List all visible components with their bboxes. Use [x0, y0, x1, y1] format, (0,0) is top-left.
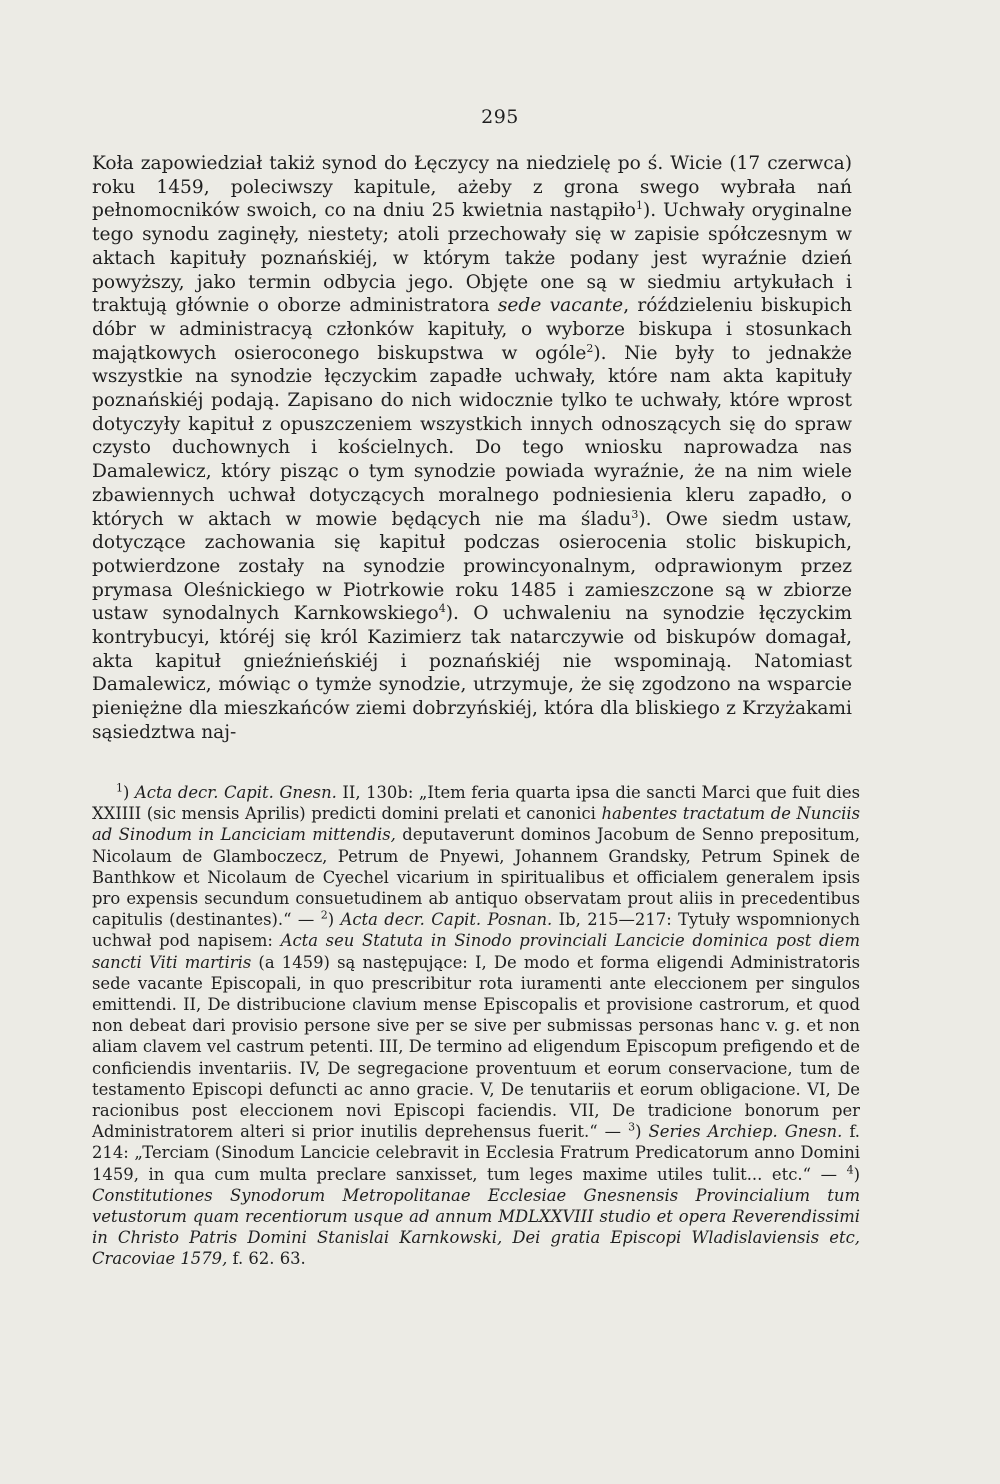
main-paragraph — [92, 152, 852, 745]
text-segment: ). O uchwaleniu na synodzie łęczyckim kontrybucyi, któréj się król Kazimierz tak natarczywie od biskupów domagał, akta kapituł gnieźnieńskiéj i poznańskiéj nie wspominają. Natomiast Damalewicz, mówiąc o tymże synodzie, utrzymuje, że się zgodzono na wsparcie pieniężne dla mieszkańców ziemi dobrzyńskiéj, która dla bliskiego z Krzyżakami sąsiedztwa naj- — [92, 603, 853, 743]
footnote-citation: Acta decr. Capit. Posnan. — [340, 910, 553, 930]
page-number: 295 — [481, 106, 519, 128]
footnote-marker-1: 1 — [116, 781, 123, 795]
footnote-ref-2: 2 — [586, 341, 594, 355]
footnote-text: II, 130b: „Item feria quarta ipsa die sancti Marci que fuit dies XXIIII (sic mensis Aprilis) predicti domini prelati et canonici — [92, 783, 860, 824]
footnote-ref-1: 1 — [635, 199, 643, 213]
footnote-text: (a 1459) są następujące: I, De modo et forma eligendi Administratoris sede vacante Episcopali, in quo prescribitur rota iuramenti ante eleccionem per singulos emittendi. II, De distribucione clavium mense Episcopalis et provisione castrorum, et quod non debeat dari provisio persone sive per se sive per submissas personas hanc v. g. et non aliam clavem vel castrum petenti. III, De termino ad eligendum Episcopum prefigendo et de conficiendis inventariis. IV, De segregacione proventuum et eorum conservacione, tum de testamento Episcopi defuncti ac anno gracie. V, De tenutariis et eorum obligacione. VI, De racionibus post eleccionem novi Episcopi faciendis. VII, De tradicione bonorum per Administratorem alteri si prior inutilis deprehensus fuerit.“ — — [92, 952, 860, 1142]
footnote-ref-3: 3 — [631, 507, 639, 521]
footnote-text: ) — [853, 1164, 860, 1184]
footnote-citation: Series Archiep. Gnesn. — [648, 1122, 843, 1142]
footnote-text: Ib, 215—217: Tytuły wspomnionych uchwał pod napisem: — [92, 910, 860, 951]
footnote-text: ) — [123, 783, 135, 802]
footnote-text: ) — [327, 910, 341, 930]
footnotes-block — [92, 782, 860, 1270]
footnote-text: ) — [635, 1122, 649, 1142]
footnote-citation: Constitutiones Synodorum Metropolitanae Ecclesiae Gnesnensis Provincialium tum vetustorum quam recentiorum usque ad annum MDLXXVIII studio et opera Reverendissimi in Christo Patris Domini Stanislai Karnkowski, Dei gratia Episcopi Wladislaviensis etc, Cracoviae 1579, — [92, 1185, 860, 1269]
footnote-marker-3: 3 — [628, 1120, 636, 1134]
footnote-ref-4: 4 — [438, 602, 446, 616]
footnote-text: f. 62. 63. — [227, 1249, 306, 1269]
footnote-marker-2: 2 — [320, 908, 328, 922]
text-segment: ). Nie były to jednakże wszystkie na synodzie łęczyckim zapadłe uchwały, które nam akta kapituły poznańskiéj podają. Zapisano do nich widocznie tylko te uchwały, które wprost dotyczyły kapituł z opuszczeniem wszystkich innych odnoszących się do spraw czysto duchownych i kościelnych. Do tego wniosku naprowadza nas Damalewicz, który pisząc o tym synodzie powiada wyraźnie, że na nim wiele zbawiennych uchwał dotyczących moralnego podniesienia kleru zapadło, o których w aktach w mowie będących nie ma śladu — [92, 342, 852, 530]
italic-term: sede vacante — [497, 295, 624, 317]
text-segment: , róździeleniu biskupich dóbr w administracyą członków kapituły, o wyborze biskupa i stosunkach majątkowych osieroconego biskupstwa w ogóle — [92, 295, 852, 364]
text-segment: ). Uchwały oryginalne tego synodu zaginęły, niestety; atoli przechowały się w zapisie spółczesnym w aktach kapituły poznańskiéj, w którym także podany jest wyraźnie dzień powyższy, jako termin odbycia jego. Objęte one są w siedmiu artykułach i traktują głównie o oborze administratora — [92, 200, 852, 317]
footnote-text: deputaverunt dominos Jacobum de Senno prepositum, Nicolaum de Glamboczecz, Petrum de Pnyewi, Johannem Grandsky, Petrum Spinek de Banthkow et Nicolaum de Cyechel vicarium in spiritualibus et officialem generalem ipsis pro expensis secundum consuetudinem ab antiquo observatam prout aliis in precedentibus capitulis (destinantes).“ — — [92, 825, 860, 930]
text-segment: Koła zapowiedział takiż synod do Łęczycy na niedzielę po ś. Wicie (17 czerwca) roku 1459, poleciwszy kapitule, ażeby z grona swego wybrała nań pełnomocników swoich, co na dniu 25 kwietnia nastąpiło — [92, 153, 852, 222]
footnote-text: f. 214: „Terciam (Sinodum Lancicie celebravit in Ecclesia Fratrum Predicatorum anno Domini 1459, in qua cum multa preclare sanxisset, tum leges maxime utiles tulit... etc.“ — — [92, 1122, 861, 1184]
footnote-citation: Acta decr. Capit. Gnesn. — [134, 783, 337, 802]
text-segment: ). Owe siedm ustaw, dotyczące zachowania się kapituł podczas osierocenia stolic biskupich, potwierdzone zostały na synodzie prowincyonalnym, odprawionym przez prymasa Oleśnickiego w Piotrkowie roku 1485 i zamieszczone są w zbiorze ustaw synodalnych Karnkowskiego — [92, 508, 852, 625]
footnote-marker-4: 4 — [846, 1163, 854, 1177]
footnote-citation: Acta seu Statuta in Sinodo provinciali Lancicie dominica post diem sancti Viti martiris — [92, 931, 860, 972]
footnote-citation: habentes tractatum de Nunciis ad Sinodum in Lanciciam mittendis, — [92, 804, 860, 845]
